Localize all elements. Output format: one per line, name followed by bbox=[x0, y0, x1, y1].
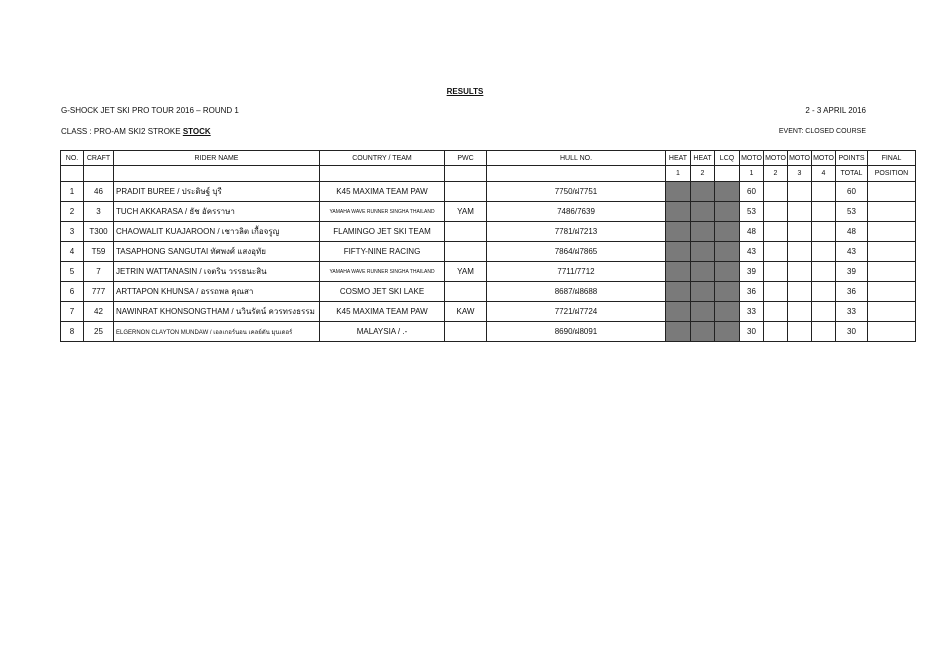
cell-moto-2 bbox=[764, 302, 788, 322]
col-hull: HULL NO. bbox=[487, 151, 666, 166]
cell-lcq bbox=[715, 242, 740, 262]
cell-craft: 3 bbox=[84, 202, 114, 222]
cell-points: 39 bbox=[836, 262, 868, 282]
class-line bbox=[61, 127, 211, 136]
cell-final bbox=[868, 182, 916, 202]
cell-moto-4 bbox=[812, 302, 836, 322]
cell-hull: 7750/ฝ7751 bbox=[487, 182, 666, 202]
cell-final bbox=[868, 322, 916, 342]
sub-total: TOTAL bbox=[836, 166, 868, 182]
event-course: EVENT: CLOSED COURSE bbox=[778, 128, 866, 135]
cell-heat-2 bbox=[691, 262, 715, 282]
cell-craft: 25 bbox=[84, 322, 114, 342]
cell-points: 43 bbox=[836, 242, 868, 262]
cell-points: 30 bbox=[836, 322, 868, 342]
cell-moto-3 bbox=[788, 322, 812, 342]
table-row bbox=[61, 202, 916, 222]
sub-blank bbox=[487, 166, 666, 182]
cell-heat-2 bbox=[691, 322, 715, 342]
cell-moto-3 bbox=[788, 182, 812, 202]
cell-craft: T300 bbox=[84, 222, 114, 242]
cell-final bbox=[868, 222, 916, 242]
cell-moto-4 bbox=[812, 242, 836, 262]
sub-heat-2: 2 bbox=[691, 166, 715, 182]
sub-moto-2: 2 bbox=[764, 166, 788, 182]
cell-moto-2 bbox=[764, 182, 788, 202]
cell-no: 5 bbox=[61, 262, 84, 282]
cell-final bbox=[868, 282, 916, 302]
cell-final bbox=[868, 262, 916, 282]
cell-heat-2 bbox=[691, 302, 715, 322]
table-row bbox=[61, 242, 916, 262]
cell-points: 36 bbox=[836, 282, 868, 302]
cell-craft: 42 bbox=[84, 302, 114, 322]
cell-no: 3 bbox=[61, 222, 84, 242]
cell-points: 53 bbox=[836, 202, 868, 222]
cell-hull: 7721/ฝ7724 bbox=[487, 302, 666, 322]
sub-moto-3: 3 bbox=[788, 166, 812, 182]
col-moto-3: MOTO bbox=[788, 151, 812, 166]
col-no: NO. bbox=[61, 151, 84, 166]
cell-moto-2 bbox=[764, 242, 788, 262]
cell-moto-3 bbox=[788, 242, 812, 262]
col-heat-1: HEAT bbox=[666, 151, 691, 166]
sub-blank bbox=[114, 166, 320, 182]
event-date: 2 - 3 APRIL 2016 bbox=[805, 106, 866, 115]
sub-moto-4: 4 bbox=[812, 166, 836, 182]
cell-rider: PRADIT BUREE / ประดิษฐ์ บุรี bbox=[114, 182, 320, 202]
cell-pwc bbox=[445, 242, 487, 262]
cell-rider: JETRIN WATTANASIN / เจตริน วรรธนะสิน bbox=[114, 262, 320, 282]
cell-rider: CHAOWALIT KUAJAROON / เชาวลิต เกื้อจรูญ bbox=[114, 222, 320, 242]
cell-moto-4 bbox=[812, 222, 836, 242]
cell-heat-1 bbox=[666, 282, 691, 302]
cell-pwc bbox=[445, 322, 487, 342]
cell-no: 1 bbox=[61, 182, 84, 202]
cell-craft: 777 bbox=[84, 282, 114, 302]
cell-craft: T59 bbox=[84, 242, 114, 262]
cell-moto-1: 39 bbox=[740, 262, 764, 282]
cell-hull: 7781/ฝ7213 bbox=[487, 222, 666, 242]
sub-blank bbox=[61, 166, 84, 182]
cell-moto-1: 33 bbox=[740, 302, 764, 322]
col-lcq: LCQ bbox=[715, 151, 740, 166]
cell-heat-1 bbox=[666, 202, 691, 222]
cell-hull: 7486/7639 bbox=[487, 202, 666, 222]
cell-moto-2 bbox=[764, 262, 788, 282]
cell-no: 8 bbox=[61, 322, 84, 342]
cell-points: 48 bbox=[836, 222, 868, 242]
cell-moto-2 bbox=[764, 202, 788, 222]
cell-heat-2 bbox=[691, 242, 715, 262]
cell-final bbox=[868, 242, 916, 262]
cell-lcq bbox=[715, 262, 740, 282]
col-moto-4: MOTO bbox=[812, 151, 836, 166]
cell-points: 60 bbox=[836, 182, 868, 202]
cell-heat-2 bbox=[691, 202, 715, 222]
cell-lcq bbox=[715, 182, 740, 202]
cell-pwc bbox=[445, 222, 487, 242]
cell-moto-1: 53 bbox=[740, 202, 764, 222]
cell-heat-1 bbox=[666, 222, 691, 242]
cell-pwc: KAW bbox=[445, 302, 487, 322]
cell-heat-2 bbox=[691, 222, 715, 242]
cell-team: COSMO JET SKI LAKE bbox=[320, 282, 445, 302]
cell-moto-3 bbox=[788, 282, 812, 302]
cell-heat-1 bbox=[666, 322, 691, 342]
cell-moto-2 bbox=[764, 282, 788, 302]
cell-hull: 8687/ฝ8688 bbox=[487, 282, 666, 302]
cell-moto-3 bbox=[788, 222, 812, 242]
table-row bbox=[61, 222, 916, 242]
cell-pwc bbox=[445, 282, 487, 302]
cell-moto-1: 48 bbox=[740, 222, 764, 242]
page-title: RESULTS bbox=[446, 87, 484, 96]
sub-blank bbox=[84, 166, 114, 182]
cell-heat-1 bbox=[666, 302, 691, 322]
cell-no: 2 bbox=[61, 202, 84, 222]
cell-team: MALAYSIA / .- bbox=[320, 322, 445, 342]
cell-heat-2 bbox=[691, 182, 715, 202]
cell-moto-1: 30 bbox=[740, 322, 764, 342]
cell-moto-1: 36 bbox=[740, 282, 764, 302]
cell-points: 33 bbox=[836, 302, 868, 322]
cell-hull: 7711/7712 bbox=[487, 262, 666, 282]
sub-moto-1: 1 bbox=[740, 166, 764, 182]
results-table bbox=[60, 150, 916, 342]
col-pwc: PWC bbox=[445, 151, 487, 166]
table-row bbox=[61, 282, 916, 302]
cell-no: 7 bbox=[61, 302, 84, 322]
cell-team: K45 MAXIMA TEAM PAW bbox=[320, 302, 445, 322]
cell-pwc bbox=[445, 182, 487, 202]
sub-blank bbox=[445, 166, 487, 182]
cell-craft: 7 bbox=[84, 262, 114, 282]
cell-heat-1 bbox=[666, 182, 691, 202]
cell-lcq bbox=[715, 202, 740, 222]
col-rider: RIDER NAME bbox=[114, 151, 320, 166]
cell-moto-4 bbox=[812, 182, 836, 202]
cell-lcq bbox=[715, 302, 740, 322]
cell-moto-4 bbox=[812, 262, 836, 282]
col-final: FINAL bbox=[868, 151, 916, 166]
cell-final bbox=[868, 202, 916, 222]
cell-moto-3 bbox=[788, 302, 812, 322]
cell-moto-4 bbox=[812, 282, 836, 302]
cell-pwc: YAM bbox=[445, 202, 487, 222]
cell-heat-2 bbox=[691, 282, 715, 302]
cell-moto-1: 43 bbox=[740, 242, 764, 262]
cell-lcq bbox=[715, 322, 740, 342]
cell-rider: NAWINRAT KHONSONGTHAM / นวินรัตน์ ควรทรงธรรม bbox=[114, 302, 320, 322]
cell-pwc: YAM bbox=[445, 262, 487, 282]
cell-team: FIFTY-NINE RACING bbox=[320, 242, 445, 262]
cell-no: 4 bbox=[61, 242, 84, 262]
cell-team: YAMAHA WAVE RUNNER SINGHA THAILAND bbox=[320, 262, 445, 282]
cell-rider: TUCH AKKARASA / ธัช อัครราษา bbox=[114, 202, 320, 222]
cell-craft: 46 bbox=[84, 182, 114, 202]
cell-heat-1 bbox=[666, 262, 691, 282]
cell-moto-2 bbox=[764, 222, 788, 242]
sub-blank bbox=[320, 166, 445, 182]
class-label: CLASS : PRO-AM SKI2 STROKE bbox=[61, 127, 183, 136]
col-country: COUNTRY / TEAM bbox=[320, 151, 445, 166]
class-stock: STOCK bbox=[182, 127, 211, 136]
cell-heat-1 bbox=[666, 242, 691, 262]
cell-team: YAMAHA WAVE RUNNER SINGHA THAILAND bbox=[320, 202, 445, 222]
sub-position: POSITION bbox=[868, 166, 916, 182]
cell-moto-4 bbox=[812, 202, 836, 222]
cell-rider: ARTTAPON KHUNSA / อรรถพล คุณสา bbox=[114, 282, 320, 302]
cell-hull: 8690/ฝ8091 bbox=[487, 322, 666, 342]
table-row bbox=[61, 322, 916, 342]
cell-moto-1: 60 bbox=[740, 182, 764, 202]
col-points: POINTS bbox=[836, 151, 868, 166]
cell-team: K45 MAXIMA TEAM PAW bbox=[320, 182, 445, 202]
table-row bbox=[61, 182, 916, 202]
sub-blank bbox=[715, 166, 740, 182]
cell-moto-3 bbox=[788, 202, 812, 222]
event-name: G-SHOCK JET SKI PRO TOUR 2016 – ROUND 1 bbox=[61, 106, 239, 115]
cell-lcq bbox=[715, 282, 740, 302]
cell-final bbox=[868, 302, 916, 322]
cell-rider: TASAPHONG SANGUTAI ทัศพงศ์ แสงอุทัย bbox=[114, 242, 320, 262]
cell-moto-2 bbox=[764, 322, 788, 342]
cell-team: FLAMINGO JET SKI TEAM bbox=[320, 222, 445, 242]
col-moto-2: MOTO bbox=[764, 151, 788, 166]
table-row bbox=[61, 262, 916, 282]
cell-hull: 7864/ฝ7865 bbox=[487, 242, 666, 262]
sub-heat-1: 1 bbox=[666, 166, 691, 182]
col-heat-2: HEAT bbox=[691, 151, 715, 166]
table-row bbox=[61, 302, 916, 322]
cell-moto-3 bbox=[788, 262, 812, 282]
col-craft: CRAFT bbox=[84, 151, 114, 166]
cell-lcq bbox=[715, 222, 740, 242]
cell-rider: ELGERNON CLAYTON MUNDAW / เอลเกอร์นอน เคลย์ตัน มุนเดอร์ bbox=[114, 322, 320, 342]
cell-no: 6 bbox=[61, 282, 84, 302]
col-moto-1: MOTO bbox=[740, 151, 764, 166]
cell-moto-4 bbox=[812, 322, 836, 342]
